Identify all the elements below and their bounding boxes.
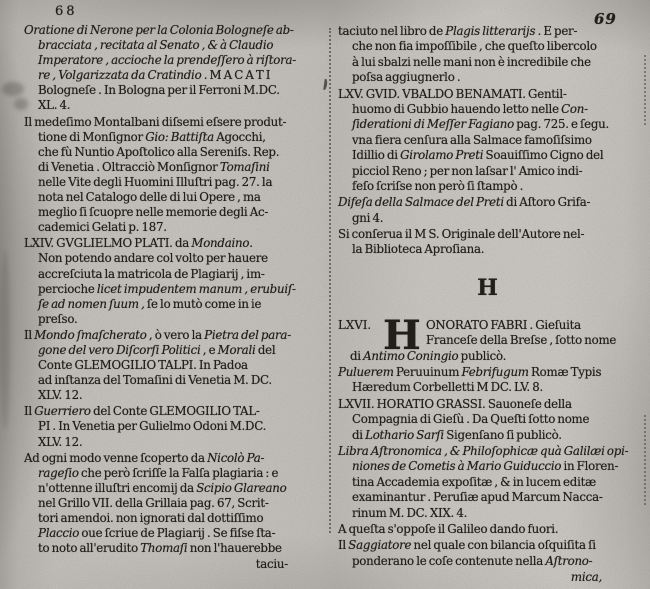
roman-text: di Venetia . Oltracciò Monſignor — [38, 159, 220, 174]
page-edge-mark — [644, 415, 646, 505]
page-number-right: 69 — [594, 10, 617, 28]
text-line — [38, 419, 330, 434]
roman-text: taciu- — [255, 557, 288, 572]
text-line — [38, 267, 330, 282]
text-line — [38, 145, 330, 160]
roman-text: examinantur . Peruſiæ apud Marcum Nacca- — [352, 490, 603, 505]
text-line — [338, 87, 638, 102]
text-line — [24, 557, 330, 572]
italic-text: Thomaſi — [140, 541, 188, 556]
roman-text: che però ſcriſſe la Falſa plagiaria : e — [78, 465, 279, 480]
roman-text: Sigenſano ſi publicò. — [443, 427, 562, 442]
text-line — [38, 251, 330, 266]
roman-text: accreſciuta la matricola de Plagiarij , im- — [38, 266, 265, 281]
roman-text: meglio ſi ſcuopre nelle memorie degli Ac- — [38, 205, 269, 220]
text-line — [38, 130, 330, 145]
text-line — [24, 23, 330, 38]
entry-number: LXVI. — [338, 317, 372, 332]
text-line — [338, 444, 638, 459]
italic-text: Scipio Glareano — [196, 480, 287, 495]
text-line — [352, 148, 638, 163]
text-line — [352, 459, 638, 474]
text-line — [338, 24, 638, 39]
roman-text: LXV. GVID. VBALDO BENAMATI. Gentil- — [338, 86, 567, 101]
text-line — [38, 435, 330, 450]
text-line — [38, 53, 330, 68]
right-column-text — [338, 24, 638, 586]
roman-text: n'ottenne illuſtri encomij da — [38, 480, 197, 495]
roman-text: XL. 4. — [38, 98, 71, 113]
roman-text: XLV. 12. — [38, 388, 83, 403]
roman-text: LXIV. GVGLIELMO PLATI. da — [24, 236, 192, 251]
roman-text: ad inſtanza del Tomaſini di Venetia M. DC. — [38, 373, 272, 388]
text-line — [426, 333, 638, 348]
roman-text: di — [350, 348, 364, 363]
roman-text: Idillio di — [352, 148, 401, 163]
roman-text: poſsa aggiugnerlo . — [352, 70, 461, 85]
catchword-left — [24, 557, 330, 572]
italic-text: ſiderationi di Meſſer Fagiano — [352, 117, 514, 132]
roman-text: taciuto nel libro de — [338, 24, 446, 38]
entry-lxv-ubaldo-benamati — [338, 87, 638, 195]
text-line — [338, 570, 638, 585]
drop-cap-letter: H — [383, 311, 421, 359]
entry-lxvii-horatio-grassi — [338, 397, 638, 443]
text-line — [38, 297, 330, 312]
roman-text: XLV. 12. — [38, 434, 83, 449]
entry-libra-astronomica — [338, 444, 638, 521]
text-line — [38, 496, 330, 511]
text-line — [352, 179, 638, 194]
roman-text: nel Grillo VII. della Grillaia pag. 67, Scrit- — [38, 495, 269, 510]
text-line — [38, 175, 330, 190]
italic-text: Mondaino — [191, 236, 250, 251]
roman-text: Il medeſimo Montalbani diſsemi eſsere produt- — [24, 114, 287, 129]
italic-text: Puluerem — [338, 365, 394, 380]
text-line — [38, 388, 330, 403]
entry-taciuto-plagis — [338, 24, 638, 86]
text-line — [24, 115, 330, 130]
italic-text: Con- — [561, 101, 588, 116]
roman-text: Ad ogni modo venne ſcoperto da — [24, 450, 208, 465]
text-line — [352, 475, 638, 490]
text-line — [38, 68, 330, 83]
text-line — [38, 481, 330, 496]
roman-text: gni 4. — [352, 210, 384, 225]
text-line — [352, 39, 638, 54]
italic-text: Morali — [217, 342, 256, 357]
entry-lxiv-guglielmo-plati — [24, 236, 330, 327]
text-line — [38, 358, 330, 373]
roman-text: Franceſe della Breſse , ſotto nome — [426, 333, 617, 348]
roman-text: ponderano le coſe contenute nella — [352, 553, 546, 568]
entry-scoperto-paragesio — [24, 451, 330, 557]
roman-text: Conte GLEMOGILIO TALPI. In Padoa — [38, 358, 248, 373]
roman-text: . — [249, 236, 253, 251]
roman-text: tione di Monſignor — [38, 129, 146, 144]
text-line — [38, 541, 330, 556]
roman-text: ſe lo mutò come in ie — [144, 296, 262, 311]
italic-text: ſe ad nomen ſuum , — [38, 296, 145, 311]
roman-text: , ò vero la — [146, 327, 205, 342]
entry-montalbani-agocchi — [24, 115, 330, 236]
text-line — [338, 538, 638, 553]
text-line — [338, 397, 638, 412]
text-line — [352, 428, 638, 443]
roman-text: publicò. — [458, 348, 507, 363]
section-heading-h: H — [477, 274, 499, 301]
text-line — [338, 522, 638, 537]
entry-oratione-nerone — [24, 23, 330, 114]
roman-text: percioche — [38, 281, 97, 296]
roman-text: A queſta s'oppoſe il Galileo dando fuori. — [338, 521, 559, 536]
italic-text: gone del vero Diſcorſi Politici — [38, 342, 201, 357]
italic-text: Oratione di Nerone per la Colonia Bologneſe ab- — [24, 23, 294, 37]
entry-guerriero-talpi — [24, 404, 330, 449]
italic-text: bracciata , recitata al Senato , & à Claudio — [38, 38, 274, 53]
roman-text: . E per- — [535, 24, 578, 38]
roman-text: del Conte GLEMOGILIO TAL- — [90, 404, 260, 419]
roman-text: Romæ Typis — [528, 365, 602, 380]
roman-text: che fù Nuntio Apoſtolico alla Sereniſs. Rep. — [38, 144, 280, 159]
roman-text: la Biblioteca Aproſiana. — [352, 242, 485, 257]
roman-text: cademici Gelati p. 187. — [38, 220, 167, 235]
roman-text: rinum M. DC. XIX. 4. — [352, 505, 468, 520]
italic-text: Antimo Coningio — [363, 348, 459, 363]
roman-text: vna fiera cenſura alla Salmace famoſiſsimo — [352, 132, 592, 147]
text-line — [38, 312, 330, 327]
text-line — [38, 83, 330, 98]
roman-text: non l'hauerebbe — [187, 541, 282, 556]
roman-text: nel quale con bilancia oſquiſita ſi — [411, 538, 596, 553]
text-line — [38, 373, 330, 388]
roman-text: tina Accademia expoſitæ , & in lucem editæ — [352, 474, 596, 489]
italic-text: Pietra del para- — [204, 327, 291, 342]
italic-text: Imperatore , accioche la prendeſſero à riſtora- — [38, 53, 297, 68]
text-line — [38, 343, 330, 358]
roman-text: preſso. — [38, 311, 78, 326]
italic-text: Tomaſini — [219, 159, 270, 174]
roman-text: Si conſerua il M S. Originale dell'Autore nel- — [338, 227, 585, 242]
italic-text: licet impudentem manum , erubuiſ- — [96, 281, 296, 296]
italic-text: Guerriero — [34, 404, 91, 419]
roman-text: in Floren- — [561, 459, 619, 474]
roman-text: , e — [200, 342, 218, 357]
text-line — [24, 404, 330, 419]
italic-text: Aſtrono- — [545, 553, 593, 568]
text-line — [352, 55, 638, 70]
ink-bleed-smudge — [2, 82, 24, 96]
roman-text: LXVII. HORATIO GRASSI. Sauoneſe della — [338, 396, 572, 411]
italic-text: Febrifugum — [461, 365, 529, 380]
italic-text: Difeſa della Salmace del Preti — [338, 195, 504, 210]
text-line — [38, 466, 330, 481]
entry-ms-originale — [338, 227, 638, 258]
left-column-text — [24, 23, 330, 572]
roman-text: to noto all'erudito — [38, 541, 141, 556]
text-line — [38, 220, 330, 235]
page-number-left: 68 — [55, 4, 78, 19]
catchword-right — [338, 570, 638, 585]
roman-text: Il — [24, 404, 35, 419]
text-line — [38, 205, 330, 220]
italic-text: Nicolò Pa- — [207, 450, 265, 465]
entry-galileo-oppose — [338, 522, 638, 537]
text-line — [338, 195, 638, 210]
text-line — [24, 236, 330, 251]
roman-text: del — [255, 342, 276, 357]
text-line — [426, 318, 638, 333]
text-line — [338, 227, 638, 242]
italic-text: Libra Aſtronomica , & Philoſophicæ quà Galilæi opi- — [338, 443, 629, 458]
entry-pulverem-peruuinum — [338, 365, 638, 396]
roman-text: Hæredum Corbelletti M DC. LV. 8. — [352, 380, 543, 395]
text-line — [352, 412, 638, 427]
italic-text: mica, — [570, 570, 602, 585]
roman-text: pag. 725. e ſegu. — [513, 117, 610, 132]
entry-difesa-salmace — [338, 195, 638, 226]
roman-text: di — [352, 427, 366, 442]
roman-text: PI . In Venetia per Gulielmo Odoni M.DC. — [38, 419, 267, 434]
italic-text: Girolamo Preti — [400, 148, 484, 163]
text-line — [352, 102, 638, 117]
italic-text: Gio: Battiſta — [145, 129, 214, 144]
roman-text: tori amendoi. non ignorati dal dottiſſimo — [38, 511, 264, 525]
text-line — [352, 164, 638, 179]
entry-mondo-smascherato-talpi — [24, 328, 330, 403]
roman-text: picciol Reno ; per non laſsar l' Amico indi- — [352, 163, 583, 178]
text-line — [352, 506, 638, 521]
page-edge-shadow — [0, 250, 10, 430]
roman-text: nelle Vite degli Huomini Illuſtri pag. 27. la — [38, 174, 273, 189]
page-edge-mark — [644, 55, 646, 125]
text-line — [38, 38, 330, 53]
roman-text: M A C A T I — [207, 68, 271, 83]
text-line — [352, 380, 638, 395]
text-line — [338, 365, 638, 380]
text-line — [352, 490, 638, 505]
roman-text: feſo ſcriſse non però ſi ſtampò . — [352, 178, 524, 193]
roman-text: Il — [338, 538, 349, 553]
roman-text: Soauiſſimo Cigno del — [483, 148, 604, 163]
text-line — [38, 98, 330, 113]
text-line — [352, 554, 638, 569]
roman-text: oue ſcriue de Plagiarij . Se fiſse ſta- — [79, 526, 276, 541]
roman-text: à lui sbalzi nelle mani non è incredibile che — [352, 54, 591, 69]
text-line — [352, 242, 638, 257]
roman-text: Non potendo andare col volto per hauere — [38, 251, 268, 266]
roman-text: che non fia impoſſibile , che queſto libercolo — [352, 39, 597, 54]
italic-text: rageſio — [38, 465, 79, 480]
roman-text: Bologneſe . In Bologna per il Ferroni M.DC. — [38, 83, 280, 98]
roman-text: huomo di Gubbio hauendo letto nelle — [352, 101, 562, 116]
roman-text: Compagnia di Gieſù . Da Queſti ſotto nome — [352, 412, 590, 427]
italic-text: Plagis litterarijs — [445, 24, 536, 38]
text-line — [24, 451, 330, 466]
text-line — [38, 282, 330, 297]
text-line — [38, 511, 330, 526]
italic-text: niones de Cometis à Mario Guiduccio — [352, 459, 562, 474]
text-line — [352, 70, 638, 85]
text-line — [352, 133, 638, 148]
text-line — [352, 117, 638, 132]
roman-text: nota nel Catalogo delle di lui Opere , ma — [38, 190, 261, 205]
text-line — [38, 160, 330, 175]
roman-text: di Aſtoro Grifa- — [503, 195, 591, 210]
text-line — [352, 211, 638, 226]
roman-text: Agocchi, — [213, 129, 266, 144]
italic-text: Saggiatore — [348, 538, 412, 553]
italic-text: Mondo ſmaſcherato — [34, 327, 147, 342]
roman-text: Peruuinum — [393, 365, 462, 380]
italic-text: Lothario Sarſi — [365, 427, 444, 442]
roman-text: Il — [24, 327, 35, 342]
roman-text: ONORATO FABRI . Gieſuita — [426, 317, 581, 332]
text-line — [38, 526, 330, 541]
text-line — [24, 328, 330, 343]
entry-saggiatore — [338, 538, 638, 569]
entry-lxvi-honorato-fabri — [338, 311, 638, 364]
italic-text: Placcio — [38, 526, 80, 541]
text-line — [38, 190, 330, 205]
italic-text: re , Volgarizzata da Cratindio . — [38, 68, 208, 83]
